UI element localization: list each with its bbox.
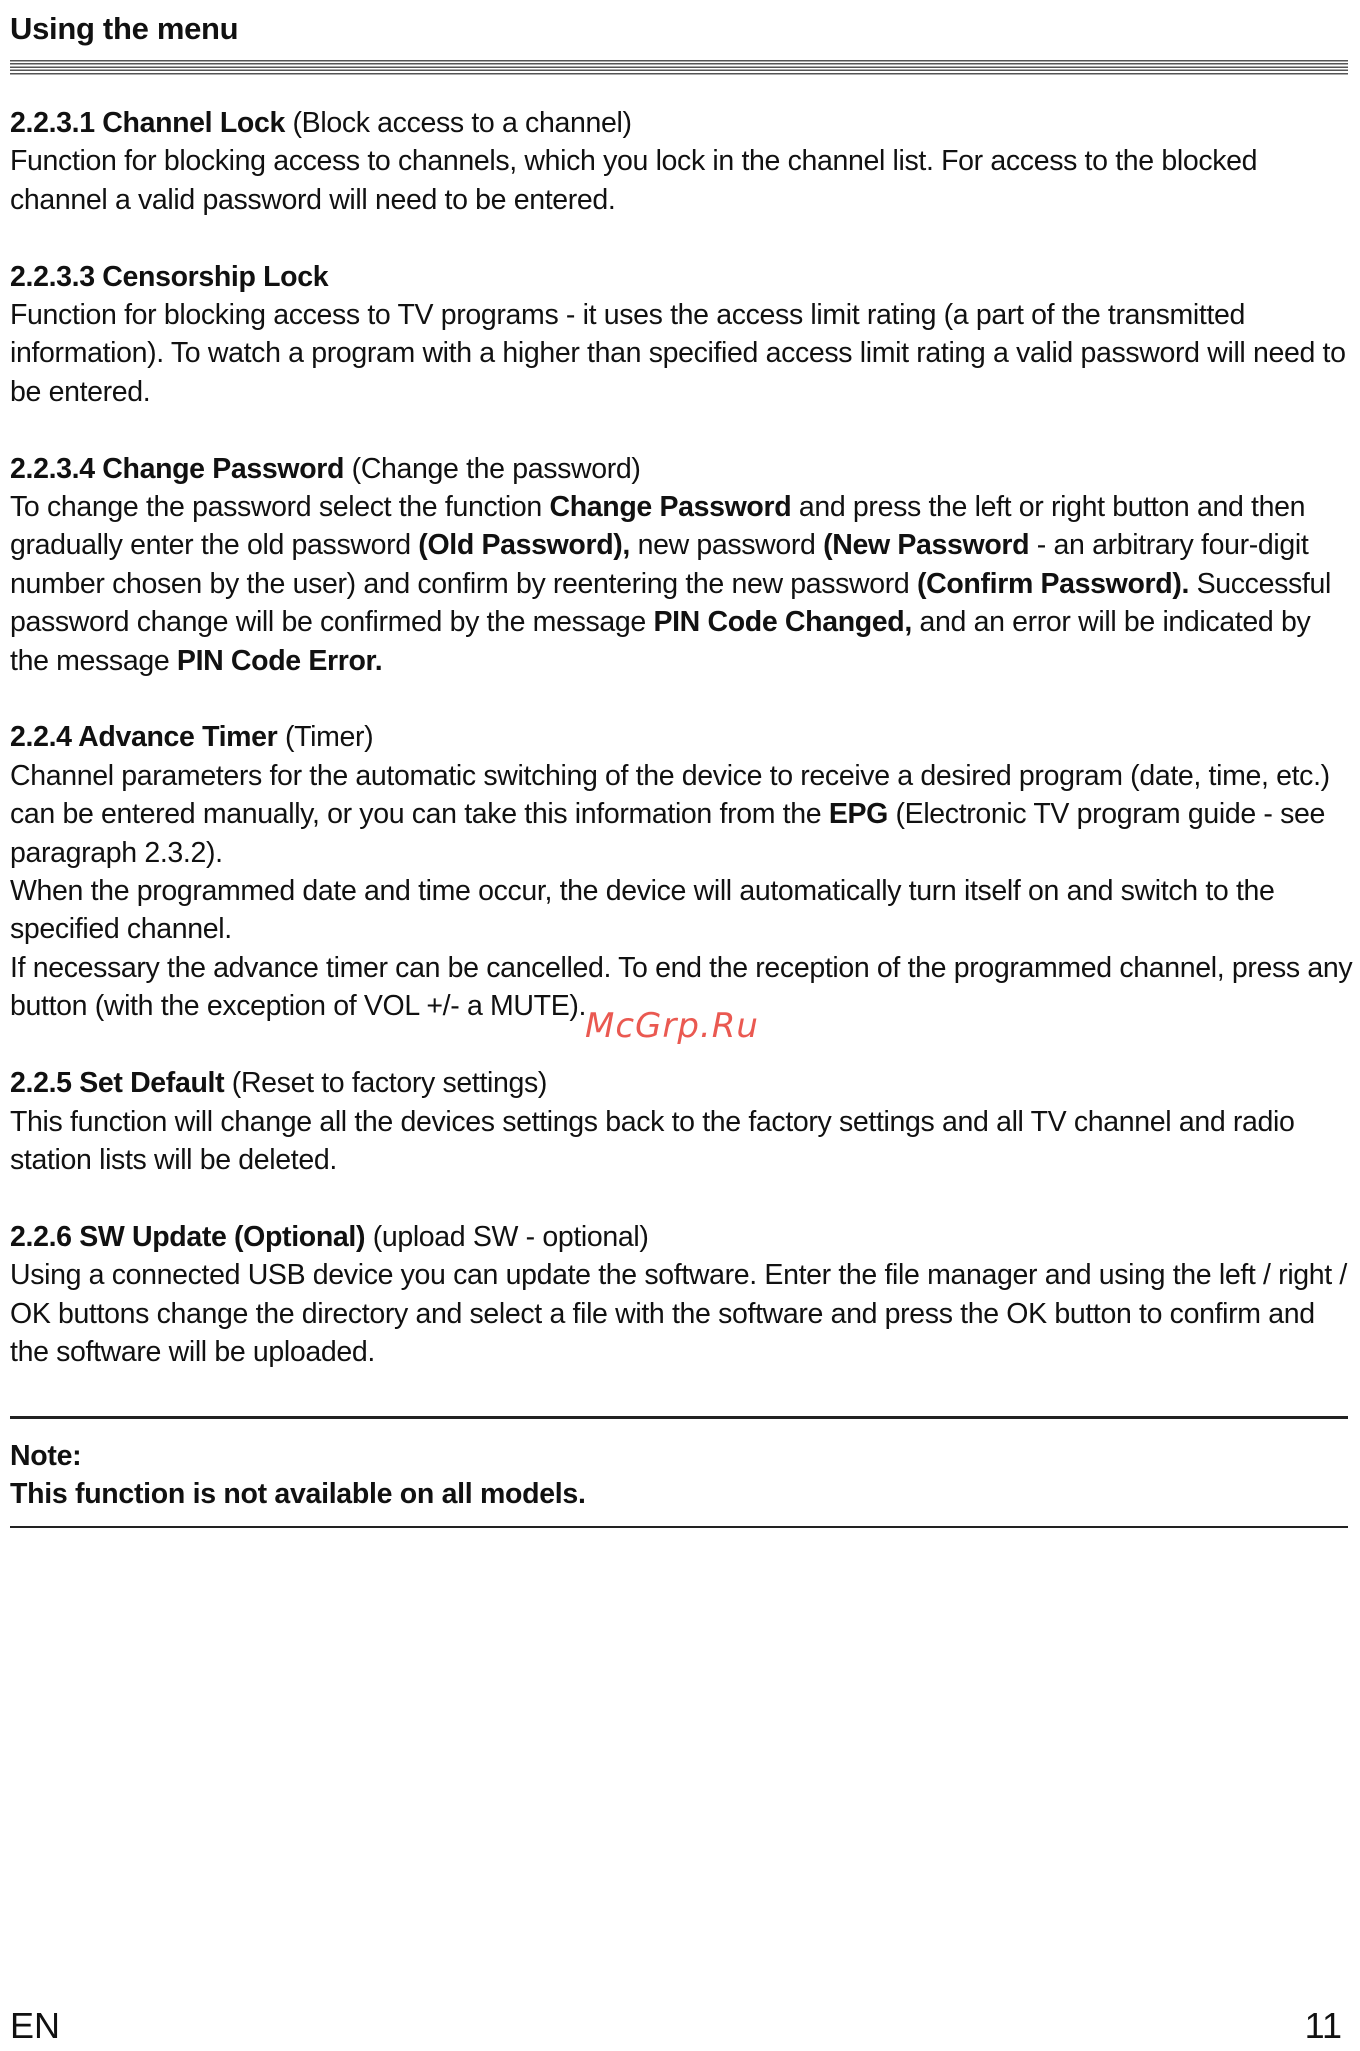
page-header bbox=[10, 8, 1348, 76]
body-text: Successful password change will be confirmed by the message bbox=[10, 567, 1331, 639]
body-text: To change the password select the function bbox=[10, 491, 550, 524]
section-heading-subtitle: (Timer) bbox=[285, 721, 374, 754]
note-label: Note: bbox=[10, 1440, 82, 1472]
section-body bbox=[10, 757, 1355, 1026]
document-body bbox=[10, 104, 1355, 1410]
watermark: McGrp.Ru bbox=[585, 1006, 759, 1046]
body-emphasis: (Confirm Password). bbox=[917, 567, 1190, 600]
section-heading bbox=[10, 1064, 1355, 1102]
body-emphasis: PIN Code Error. bbox=[176, 644, 383, 677]
section-heading-name: 2.2.3.3 Censorship Lock bbox=[10, 260, 329, 293]
section-2-2-5 bbox=[10, 1064, 1355, 1179]
note-text: This function is not available on all models. bbox=[10, 1478, 586, 1511]
section-heading bbox=[10, 718, 1355, 756]
body-text: Function for blocking access to channels, which you lock in the channel list. For access to the blocked channel a valid password will need to be entered. bbox=[10, 145, 1258, 216]
body-text: and press the left or right button and then gradually enter the old password bbox=[10, 491, 1306, 562]
section-2-2-3-3 bbox=[10, 258, 1355, 412]
section-heading bbox=[10, 1218, 1355, 1256]
section-heading-name: 2.2.4 Advance Timer bbox=[10, 721, 278, 754]
section-heading-subtitle: (Block access to a channel) bbox=[292, 107, 632, 139]
section-heading bbox=[10, 104, 1355, 142]
body-emphasis: PIN Code Changed, bbox=[653, 606, 912, 639]
body-text: When the programmed date and time occur, the device will automatically turn itself on and switch to the specified channel. bbox=[10, 875, 1275, 946]
body-text: (Electronic TV program guide - see paragraph 2.3.2). bbox=[10, 798, 1326, 869]
body-text: new password bbox=[630, 529, 824, 562]
footer-page-number: 11 bbox=[1304, 2005, 1342, 2046]
footer-language: EN bbox=[10, 2005, 61, 2046]
section-body bbox=[10, 1103, 1355, 1180]
section-heading-name: 2.2.6 SW Update (Optional) bbox=[10, 1220, 366, 1253]
page-title: Using the menu bbox=[10, 11, 239, 46]
section-2-2-4 bbox=[10, 718, 1355, 1025]
body-emphasis: EPG bbox=[828, 798, 888, 831]
body-text: Using a connected USB device you can update the software. Enter the file manager and using the left / right / OK buttons change the directory and select a file with the software and press the OK button to confirm and the software will be uploaded. bbox=[10, 1259, 1348, 1368]
header-rule bbox=[10, 60, 1348, 76]
section-body bbox=[10, 1256, 1355, 1371]
body-text: and an error will be indicated by the message bbox=[10, 606, 1311, 677]
section-heading bbox=[10, 450, 1355, 488]
section-2-2-3-4 bbox=[10, 450, 1355, 680]
body-text: This function will change all the devices settings back to the factory settings and all TV channel and radio station lists will be deleted. bbox=[10, 1105, 1295, 1176]
body-emphasis: (Old Password), bbox=[418, 529, 630, 562]
section-heading-subtitle: (Reset to factory settings) bbox=[231, 1067, 548, 1100]
section-body bbox=[10, 296, 1355, 411]
note-box bbox=[10, 1416, 1348, 1528]
body-emphasis: Change Password bbox=[549, 491, 792, 524]
section-2-2-3-1 bbox=[10, 104, 1355, 219]
section-heading-name: 2.2.5 Set Default bbox=[10, 1067, 225, 1100]
body-text: Function for blocking access to TV programs - it uses the access limit rating (a part of the transmitted information). To watch a program with a higher than specified access limit rating a valid password will need to be entered. bbox=[10, 299, 1346, 408]
section-body bbox=[10, 488, 1355, 680]
section-heading-name: 2.2.3.1 Channel Lock bbox=[10, 107, 285, 139]
section-heading-subtitle: (upload SW - optional) bbox=[372, 1220, 649, 1253]
body-text: - an arbitrary four-digit number chosen by the user) and confirm by reentering the new password bbox=[10, 529, 1309, 600]
body-text: If necessary the advance timer can be cancelled. To end the reception of the programmed channel, press any button (with the exception of VOL +/- a MUTE). bbox=[10, 951, 1353, 1023]
section-heading-subtitle: (Change the password) bbox=[351, 452, 641, 485]
section-2-2-6 bbox=[10, 1218, 1355, 1372]
body-text: Channel parameters for the automatic switching of the device to receive a desired program (date, time, etc.) can be entered manually, or you can take this information from the bbox=[10, 759, 1330, 831]
section-heading-name: 2.2.3.4 Change Password bbox=[10, 452, 345, 485]
section-body bbox=[10, 142, 1355, 219]
body-emphasis: (New Password bbox=[823, 529, 1030, 562]
section-heading bbox=[10, 258, 1355, 296]
